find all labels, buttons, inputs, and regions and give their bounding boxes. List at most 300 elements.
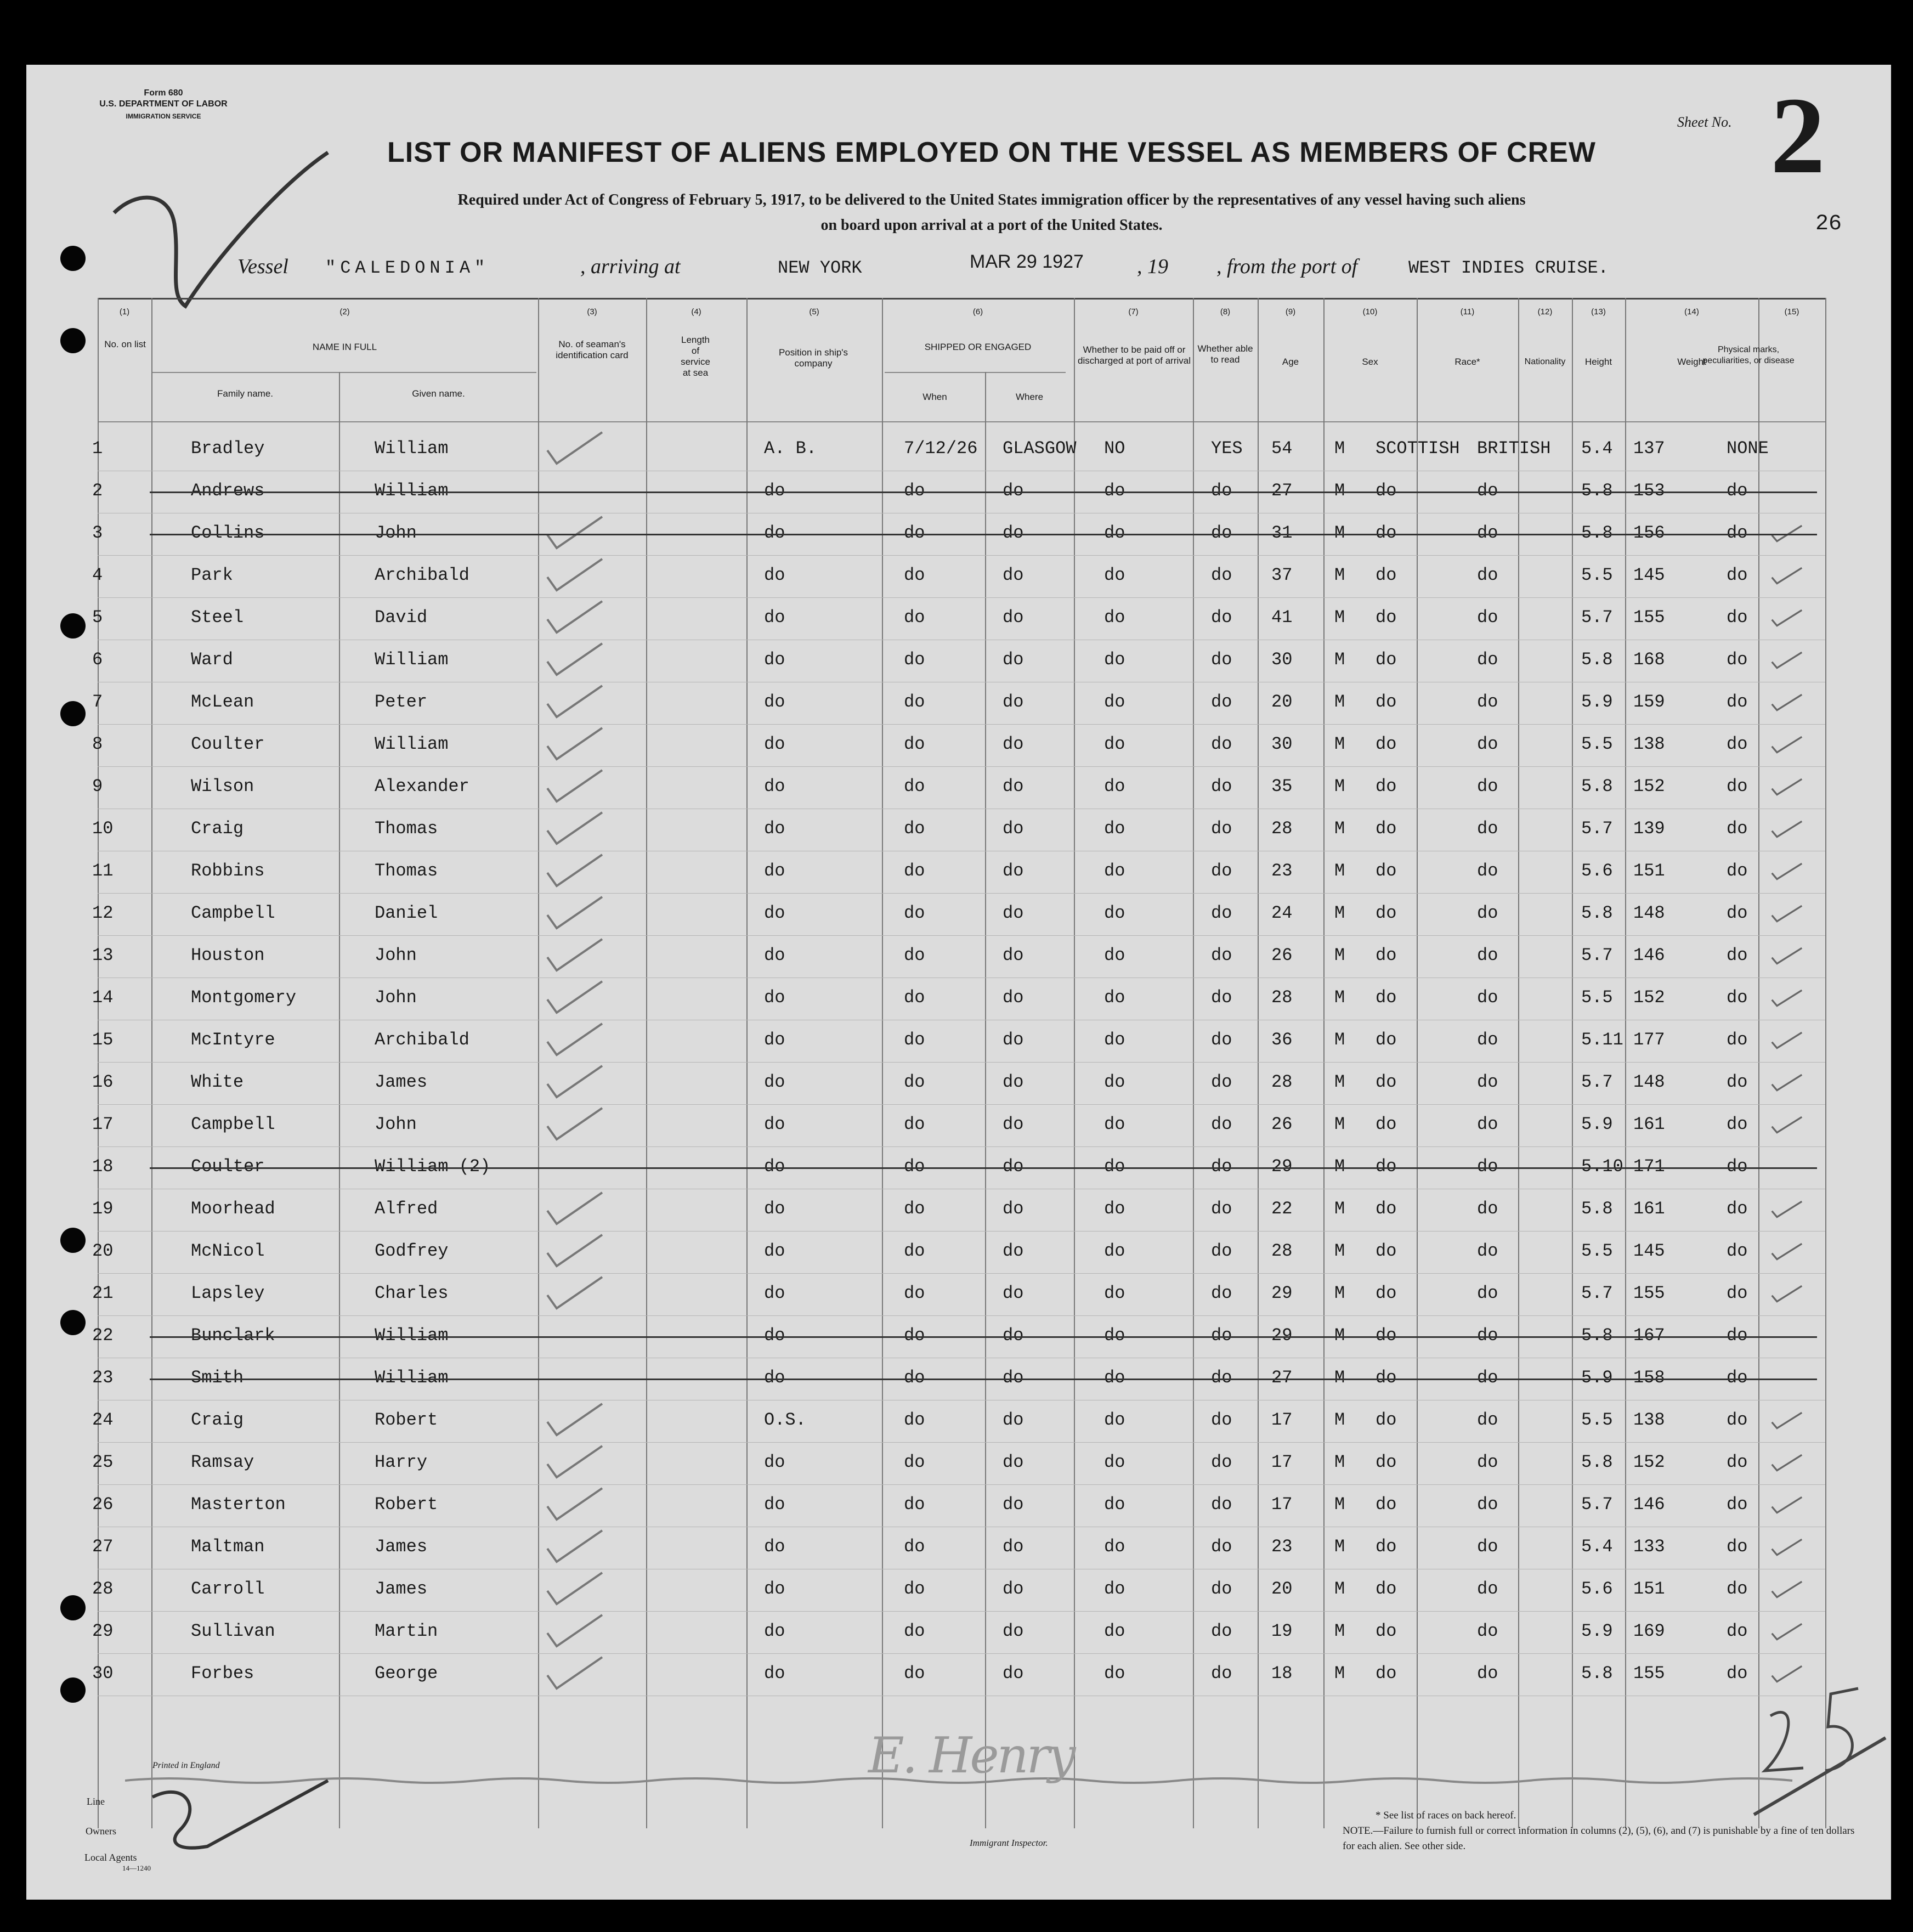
row-rule	[98, 1273, 1825, 1274]
cell-height: 5.5	[1581, 565, 1613, 585]
cell-sex: M	[1334, 1368, 1345, 1388]
colnum-4: (4)	[691, 307, 701, 317]
manifest-subtitle	[262, 188, 1721, 238]
from-port: WEST INDIES CRUISE.	[1408, 258, 1609, 278]
cell-paid-off: NO	[1104, 438, 1125, 459]
cell-weight: 161	[1633, 1199, 1665, 1219]
cell-given-name: William	[375, 438, 449, 459]
arriving-port: NEW YORK	[778, 258, 862, 278]
cell-race: do	[1376, 523, 1397, 543]
cell-row-number: 16	[92, 1072, 114, 1092]
cell-age: 28	[1271, 987, 1293, 1008]
cell-race: do	[1376, 481, 1397, 501]
header-no-on-list: No. on list	[104, 339, 146, 349]
cell-shipped-where: do	[1003, 565, 1024, 585]
cell-nationality: do	[1477, 1368, 1498, 1388]
header-paid-off: Whether to be paid off or discharged at port of arrival	[1078, 344, 1191, 366]
cell-shipped-when: do	[904, 1072, 925, 1092]
cell-shipped-when: do	[904, 481, 925, 501]
table-row	[26, 1570, 1891, 1611]
cell-row-number: 7	[92, 692, 103, 712]
cell-age: 27	[1271, 1368, 1293, 1388]
cell-able-to-read: do	[1211, 1114, 1232, 1134]
cell-physical-marks: do	[1727, 1368, 1748, 1388]
cell-paid-off: do	[1104, 1663, 1125, 1684]
cell-able-to-read: do	[1211, 1241, 1232, 1261]
cell-able-to-read: do	[1211, 903, 1232, 923]
cell-shipped-when: do	[904, 649, 925, 670]
cell-row-number: 4	[92, 565, 103, 585]
cell-physical-marks: do	[1727, 1494, 1748, 1515]
pencil-check-icon	[545, 1021, 605, 1059]
pencil-check-icon	[1770, 1030, 1803, 1052]
binder-hole	[60, 246, 86, 271]
form-department: U.S. DEPARTMENT OF LABOR	[99, 99, 228, 109]
cell-position: do	[764, 734, 785, 754]
cell-able-to-read: do	[1211, 1663, 1232, 1684]
cell-nationality: do	[1477, 649, 1498, 670]
cell-family-name: McIntyre	[191, 1030, 275, 1050]
row-rule	[98, 1653, 1825, 1654]
shipped-subheader-divider	[885, 372, 1066, 373]
cell-given-name: Charles	[375, 1283, 449, 1303]
cell-able-to-read: do	[1211, 523, 1232, 543]
cell-physical-marks: NONE	[1727, 438, 1769, 459]
cell-given-name: Alfred	[375, 1199, 438, 1219]
cell-age: 28	[1271, 818, 1293, 839]
cell-position: O.S.	[764, 1410, 806, 1430]
header-when: When	[922, 392, 947, 402]
pencil-check-icon	[545, 1612, 605, 1651]
cell-position: do	[764, 1283, 785, 1303]
cell-position: do	[764, 903, 785, 923]
cell-age: 30	[1271, 734, 1293, 754]
table-row	[26, 1274, 1891, 1315]
cell-shipped-when: do	[904, 1663, 925, 1684]
cell-row-number: 11	[92, 861, 114, 881]
cell-row-number: 23	[92, 1368, 114, 1388]
cell-paid-off: do	[1104, 607, 1125, 628]
pencil-check-icon	[545, 1401, 605, 1439]
cell-paid-off: do	[1104, 861, 1125, 881]
cell-height: 5.8	[1581, 1663, 1613, 1684]
cell-paid-off: do	[1104, 1410, 1125, 1430]
cell-sex: M	[1334, 1030, 1345, 1050]
cell-sex: M	[1334, 1579, 1345, 1599]
cell-shipped-where: do	[1003, 1494, 1024, 1515]
strike-through-line	[150, 1379, 1817, 1380]
cell-family-name: Maltman	[191, 1536, 265, 1557]
cell-race: do	[1376, 776, 1397, 796]
cell-paid-off: do	[1104, 1199, 1125, 1219]
cell-age: 37	[1271, 565, 1293, 585]
pencil-check-icon	[545, 514, 605, 552]
cell-paid-off: do	[1104, 903, 1125, 923]
table-row	[26, 1485, 1891, 1526]
cell-family-name: Sullivan	[191, 1621, 275, 1641]
cell-sex: M	[1334, 1114, 1345, 1134]
cell-shipped-where: do	[1003, 1368, 1024, 1388]
cell-paid-off: do	[1104, 945, 1125, 965]
pencil-check-icon	[545, 1443, 605, 1482]
cell-sex: M	[1334, 861, 1345, 881]
cell-shipped-where: do	[1003, 1241, 1024, 1261]
cell-shipped-where: do	[1003, 1663, 1024, 1684]
row-rule	[98, 893, 1825, 894]
cell-physical-marks: do	[1727, 523, 1748, 543]
cell-sex: M	[1334, 776, 1345, 796]
cell-height: 5.8	[1581, 1452, 1613, 1472]
cell-able-to-read: do	[1211, 1283, 1232, 1303]
cell-shipped-where: do	[1003, 692, 1024, 712]
cell-sex: M	[1334, 818, 1345, 839]
cell-position: do	[764, 987, 785, 1008]
table-row	[26, 1063, 1891, 1104]
cell-height: 5.6	[1581, 861, 1613, 881]
cell-weight: 138	[1633, 734, 1665, 754]
cell-weight: 171	[1633, 1156, 1665, 1177]
pencil-check-icon	[545, 1528, 605, 1566]
cell-given-name: William	[375, 1368, 449, 1388]
cell-row-number: 8	[92, 734, 103, 754]
cell-paid-off: do	[1104, 818, 1125, 839]
cell-weight: 159	[1633, 692, 1665, 712]
cell-able-to-read: do	[1211, 1536, 1232, 1557]
pencil-check-icon	[545, 430, 605, 468]
pencil-check-icon	[1770, 1621, 1803, 1643]
cell-row-number: 10	[92, 818, 114, 839]
pencil-check-icon	[545, 1274, 605, 1313]
cell-paid-off: do	[1104, 1536, 1125, 1557]
cell-age: 18	[1271, 1663, 1293, 1684]
pencil-check-icon	[1770, 1579, 1803, 1601]
cell-position: do	[764, 1536, 785, 1557]
cell-height: 5.8	[1581, 1199, 1613, 1219]
row-rule	[98, 597, 1825, 598]
cell-row-number: 3	[92, 523, 103, 543]
cell-age: 28	[1271, 1241, 1293, 1261]
cell-row-number: 30	[92, 1663, 114, 1684]
pencil-check-icon	[1770, 1494, 1803, 1516]
cell-given-name: Robert	[375, 1494, 438, 1515]
cell-given-name: Archibald	[375, 1030, 469, 1050]
row-rule	[98, 1315, 1825, 1316]
cell-sex: M	[1334, 734, 1345, 754]
header-weight: Weight	[1677, 357, 1706, 367]
cell-family-name: Craig	[191, 818, 244, 839]
cell-nationality: do	[1477, 607, 1498, 628]
cell-age: 23	[1271, 1536, 1293, 1557]
cell-able-to-read: do	[1211, 1156, 1232, 1177]
cell-physical-marks: do	[1727, 1663, 1748, 1684]
cell-family-name: Andrews	[191, 481, 265, 501]
table-row	[26, 810, 1891, 850]
cell-given-name: William	[375, 734, 449, 754]
cell-given-name: Peter	[375, 692, 428, 712]
pencil-check-icon	[545, 1063, 605, 1101]
cell-nationality: do	[1477, 776, 1498, 796]
cell-age: 27	[1271, 481, 1293, 501]
strike-through-line	[150, 1336, 1817, 1338]
cell-able-to-read: do	[1211, 1494, 1232, 1515]
cell-family-name: Carroll	[191, 1579, 265, 1599]
cell-family-name: McNicol	[191, 1241, 265, 1261]
cell-height: 5.5	[1581, 1241, 1613, 1261]
cell-sex: M	[1334, 565, 1345, 585]
table-row	[26, 598, 1891, 639]
cell-height: 5.8	[1581, 649, 1613, 670]
header-given-name: Given name.	[412, 388, 465, 399]
cell-row-number: 17	[92, 1114, 114, 1134]
cell-shipped-when: do	[904, 1199, 925, 1219]
cell-nationality: do	[1477, 987, 1498, 1008]
cell-age: 17	[1271, 1494, 1293, 1515]
manifest-sheet	[26, 65, 1891, 1900]
colnum-10: (10)	[1362, 307, 1378, 317]
cell-family-name: Campbell	[191, 903, 275, 923]
cell-shipped-when: do	[904, 1536, 925, 1557]
cell-shipped-where: do	[1003, 1452, 1024, 1472]
cell-family-name: Lapsley	[191, 1283, 265, 1303]
cell-race: do	[1376, 1156, 1397, 1177]
cell-row-number: 12	[92, 903, 114, 923]
cell-given-name: Martin	[375, 1621, 438, 1641]
pencil-check-icon	[545, 767, 605, 806]
cell-physical-marks: do	[1727, 818, 1748, 839]
pencil-check-icon	[1770, 1536, 1803, 1558]
cell-sex: M	[1334, 481, 1345, 501]
cell-family-name: Park	[191, 565, 233, 585]
cell-height: 5.7	[1581, 818, 1613, 839]
cell-race: do	[1376, 1241, 1397, 1261]
cell-height: 5.9	[1581, 1114, 1613, 1134]
cell-able-to-read: do	[1211, 1199, 1232, 1219]
cell-shipped-where: do	[1003, 861, 1024, 881]
cell-height: 5.9	[1581, 692, 1613, 712]
note-penalty: NOTE.—Failure to furnish full or correct information in columns (2), (5), (6), and (7) is punishable by a fine of ten dollars for each alien. See other side.	[1343, 1825, 1855, 1852]
subtitle-line-1: Required under Act of Congress of February 5, 1917, to be delivered to the United States immigration officer by the representatives of any vessel having such aliens	[457, 191, 1526, 208]
cell-row-number: 2	[92, 481, 103, 501]
cell-given-name: William	[375, 649, 449, 670]
cell-family-name: Steel	[191, 607, 244, 628]
cell-sex: M	[1334, 903, 1345, 923]
cell-row-number: 14	[92, 987, 114, 1008]
cell-height: 5.5	[1581, 734, 1613, 754]
cell-age: 29	[1271, 1283, 1293, 1303]
cell-weight: 139	[1633, 818, 1665, 839]
cell-position: do	[764, 1452, 785, 1472]
cell-height: 5.4	[1581, 1536, 1613, 1557]
cell-nationality: do	[1477, 903, 1498, 923]
cell-position: do	[764, 1621, 785, 1641]
page-number: 26	[1815, 212, 1842, 236]
binder-hole	[60, 328, 86, 353]
cell-nationality: do	[1477, 1072, 1498, 1092]
pencil-check-icon	[545, 894, 605, 933]
cell-age: 41	[1271, 607, 1293, 628]
table-row	[26, 1148, 1891, 1188]
cell-physical-marks: do	[1727, 945, 1748, 965]
cell-shipped-where: do	[1003, 1072, 1024, 1092]
cell-paid-off: do	[1104, 1156, 1125, 1177]
cell-able-to-read: do	[1211, 565, 1232, 585]
cell-able-to-read: do	[1211, 1410, 1232, 1430]
colnum-11: (11)	[1460, 307, 1475, 317]
cell-shipped-when: do	[904, 1368, 925, 1388]
cell-shipped-when: do	[904, 1325, 925, 1346]
pencil-count-mark	[1748, 1667, 1891, 1820]
colnum-15: (15)	[1784, 307, 1799, 317]
cell-given-name: John	[375, 523, 417, 543]
cell-weight: 133	[1633, 1536, 1665, 1557]
cell-race: do	[1376, 734, 1397, 754]
table-row	[26, 936, 1891, 977]
footer-owners-label: Owners	[86, 1826, 116, 1837]
from-label: , from the port of	[1216, 255, 1358, 278]
cell-family-name: Wilson	[191, 776, 254, 796]
cell-family-name: Ramsay	[191, 1452, 254, 1472]
cell-sex: M	[1334, 1199, 1345, 1219]
cell-row-number: 24	[92, 1410, 114, 1430]
cell-paid-off: do	[1104, 1114, 1125, 1134]
cell-paid-off: do	[1104, 1283, 1125, 1303]
pencil-check-icon	[1770, 1114, 1803, 1136]
cell-shipped-when: do	[904, 776, 925, 796]
cell-family-name: Bradley	[191, 438, 265, 459]
cell-position: A. B.	[764, 438, 817, 459]
pencil-check-icon	[545, 598, 605, 637]
cell-nationality: do	[1477, 1114, 1498, 1134]
cell-able-to-read: do	[1211, 1030, 1232, 1050]
cell-shipped-where: do	[1003, 987, 1024, 1008]
cell-family-name: Forbes	[191, 1663, 254, 1684]
cell-nationality: do	[1477, 1156, 1498, 1177]
row-rule	[98, 724, 1825, 725]
cell-given-name: Harry	[375, 1452, 428, 1472]
cell-sex: M	[1334, 1663, 1345, 1684]
cell-race: do	[1376, 1114, 1397, 1134]
table-row	[26, 1105, 1891, 1146]
cell-position: do	[764, 1663, 785, 1684]
cell-able-to-read: do	[1211, 607, 1232, 628]
cell-row-number: 29	[92, 1621, 114, 1641]
cell-race: do	[1376, 1579, 1397, 1599]
cell-age: 20	[1271, 692, 1293, 712]
cell-height: 5.8	[1581, 523, 1613, 543]
table-row	[26, 1528, 1891, 1568]
cell-physical-marks: do	[1727, 1072, 1748, 1092]
cell-sex: M	[1334, 523, 1345, 543]
cell-family-name: Campbell	[191, 1114, 275, 1134]
footer-line-label: Line	[87, 1796, 105, 1807]
arriving-label: , arriving at	[580, 255, 681, 278]
cell-shipped-where: do	[1003, 1199, 1024, 1219]
strike-through-line	[150, 492, 1817, 493]
pencil-check-icon	[545, 725, 605, 764]
cell-shipped-when: do	[904, 1114, 925, 1134]
cell-given-name: William	[375, 481, 449, 501]
colnum-1: (1)	[119, 307, 130, 317]
cell-race: do	[1376, 565, 1397, 585]
vessel-name: "CALEDONIA"	[325, 258, 490, 278]
cell-position: do	[764, 565, 785, 585]
colnum-7: (7)	[1128, 307, 1139, 317]
row-rule	[98, 555, 1825, 556]
cell-weight: 151	[1633, 861, 1665, 881]
cell-nationality: do	[1477, 481, 1498, 501]
header-race: Race*	[1454, 357, 1480, 367]
cell-race: do	[1376, 607, 1397, 628]
cell-shipped-where: do	[1003, 945, 1024, 965]
pencil-check-icon	[545, 1190, 605, 1228]
cell-position: do	[764, 523, 785, 543]
cell-weight: 152	[1633, 776, 1665, 796]
cell-family-name: White	[191, 1072, 244, 1092]
cell-physical-marks: do	[1727, 734, 1748, 754]
cell-shipped-where: do	[1003, 818, 1024, 839]
subtitle-line-2: on board upon arrival at a port of the United States.	[820, 217, 1163, 234]
cell-height: 5.10	[1581, 1156, 1623, 1177]
cell-given-name: John	[375, 1114, 417, 1134]
cell-position: do	[764, 1579, 785, 1599]
cell-nationality: do	[1477, 692, 1498, 712]
cell-height: 5.7	[1581, 607, 1613, 628]
cell-age: 30	[1271, 649, 1293, 670]
cell-nationality: do	[1477, 565, 1498, 585]
cell-row-number: 13	[92, 945, 114, 965]
cell-family-name: Houston	[191, 945, 265, 965]
pencil-check-icon	[1770, 1199, 1803, 1221]
cell-sex: M	[1334, 1621, 1345, 1641]
cell-shipped-where: do	[1003, 523, 1024, 543]
cell-nationality: do	[1477, 1494, 1498, 1515]
cell-age: 20	[1271, 1579, 1293, 1599]
cell-shipped-when: do	[904, 607, 925, 628]
footer-notes	[1343, 1808, 1864, 1854]
cell-race: do	[1376, 1410, 1397, 1430]
colnum-14: (14)	[1684, 307, 1699, 317]
pencil-check-icon	[1770, 565, 1803, 587]
cell-weight: 153	[1633, 481, 1665, 501]
cell-weight: 169	[1633, 1621, 1665, 1641]
cell-weight: 155	[1633, 1663, 1665, 1684]
cell-able-to-read: do	[1211, 734, 1232, 754]
cell-position: do	[764, 1241, 785, 1261]
cell-position: do	[764, 607, 785, 628]
cell-family-name: Smith	[191, 1368, 244, 1388]
cell-paid-off: do	[1104, 776, 1125, 796]
cell-weight: 145	[1633, 1241, 1665, 1261]
cell-physical-marks: do	[1727, 1536, 1748, 1557]
cell-nationality: do	[1477, 861, 1498, 881]
cell-able-to-read: do	[1211, 1368, 1232, 1388]
cell-height: 5.7	[1581, 1494, 1613, 1515]
colnum-2: (2)	[339, 307, 350, 317]
table-row	[26, 1232, 1891, 1273]
table-row	[26, 1654, 1891, 1695]
cell-shipped-when: do	[904, 523, 925, 543]
cell-given-name: Robert	[375, 1410, 438, 1430]
cell-row-number: 21	[92, 1283, 114, 1303]
cell-age: 35	[1271, 776, 1293, 796]
table-row	[26, 1021, 1891, 1061]
pencil-check-icon	[1770, 818, 1803, 840]
table-row	[26, 683, 1891, 724]
cell-able-to-read: do	[1211, 776, 1232, 796]
cell-weight: 155	[1633, 607, 1665, 628]
cell-paid-off: do	[1104, 1072, 1125, 1092]
cell-position: do	[764, 1368, 785, 1388]
